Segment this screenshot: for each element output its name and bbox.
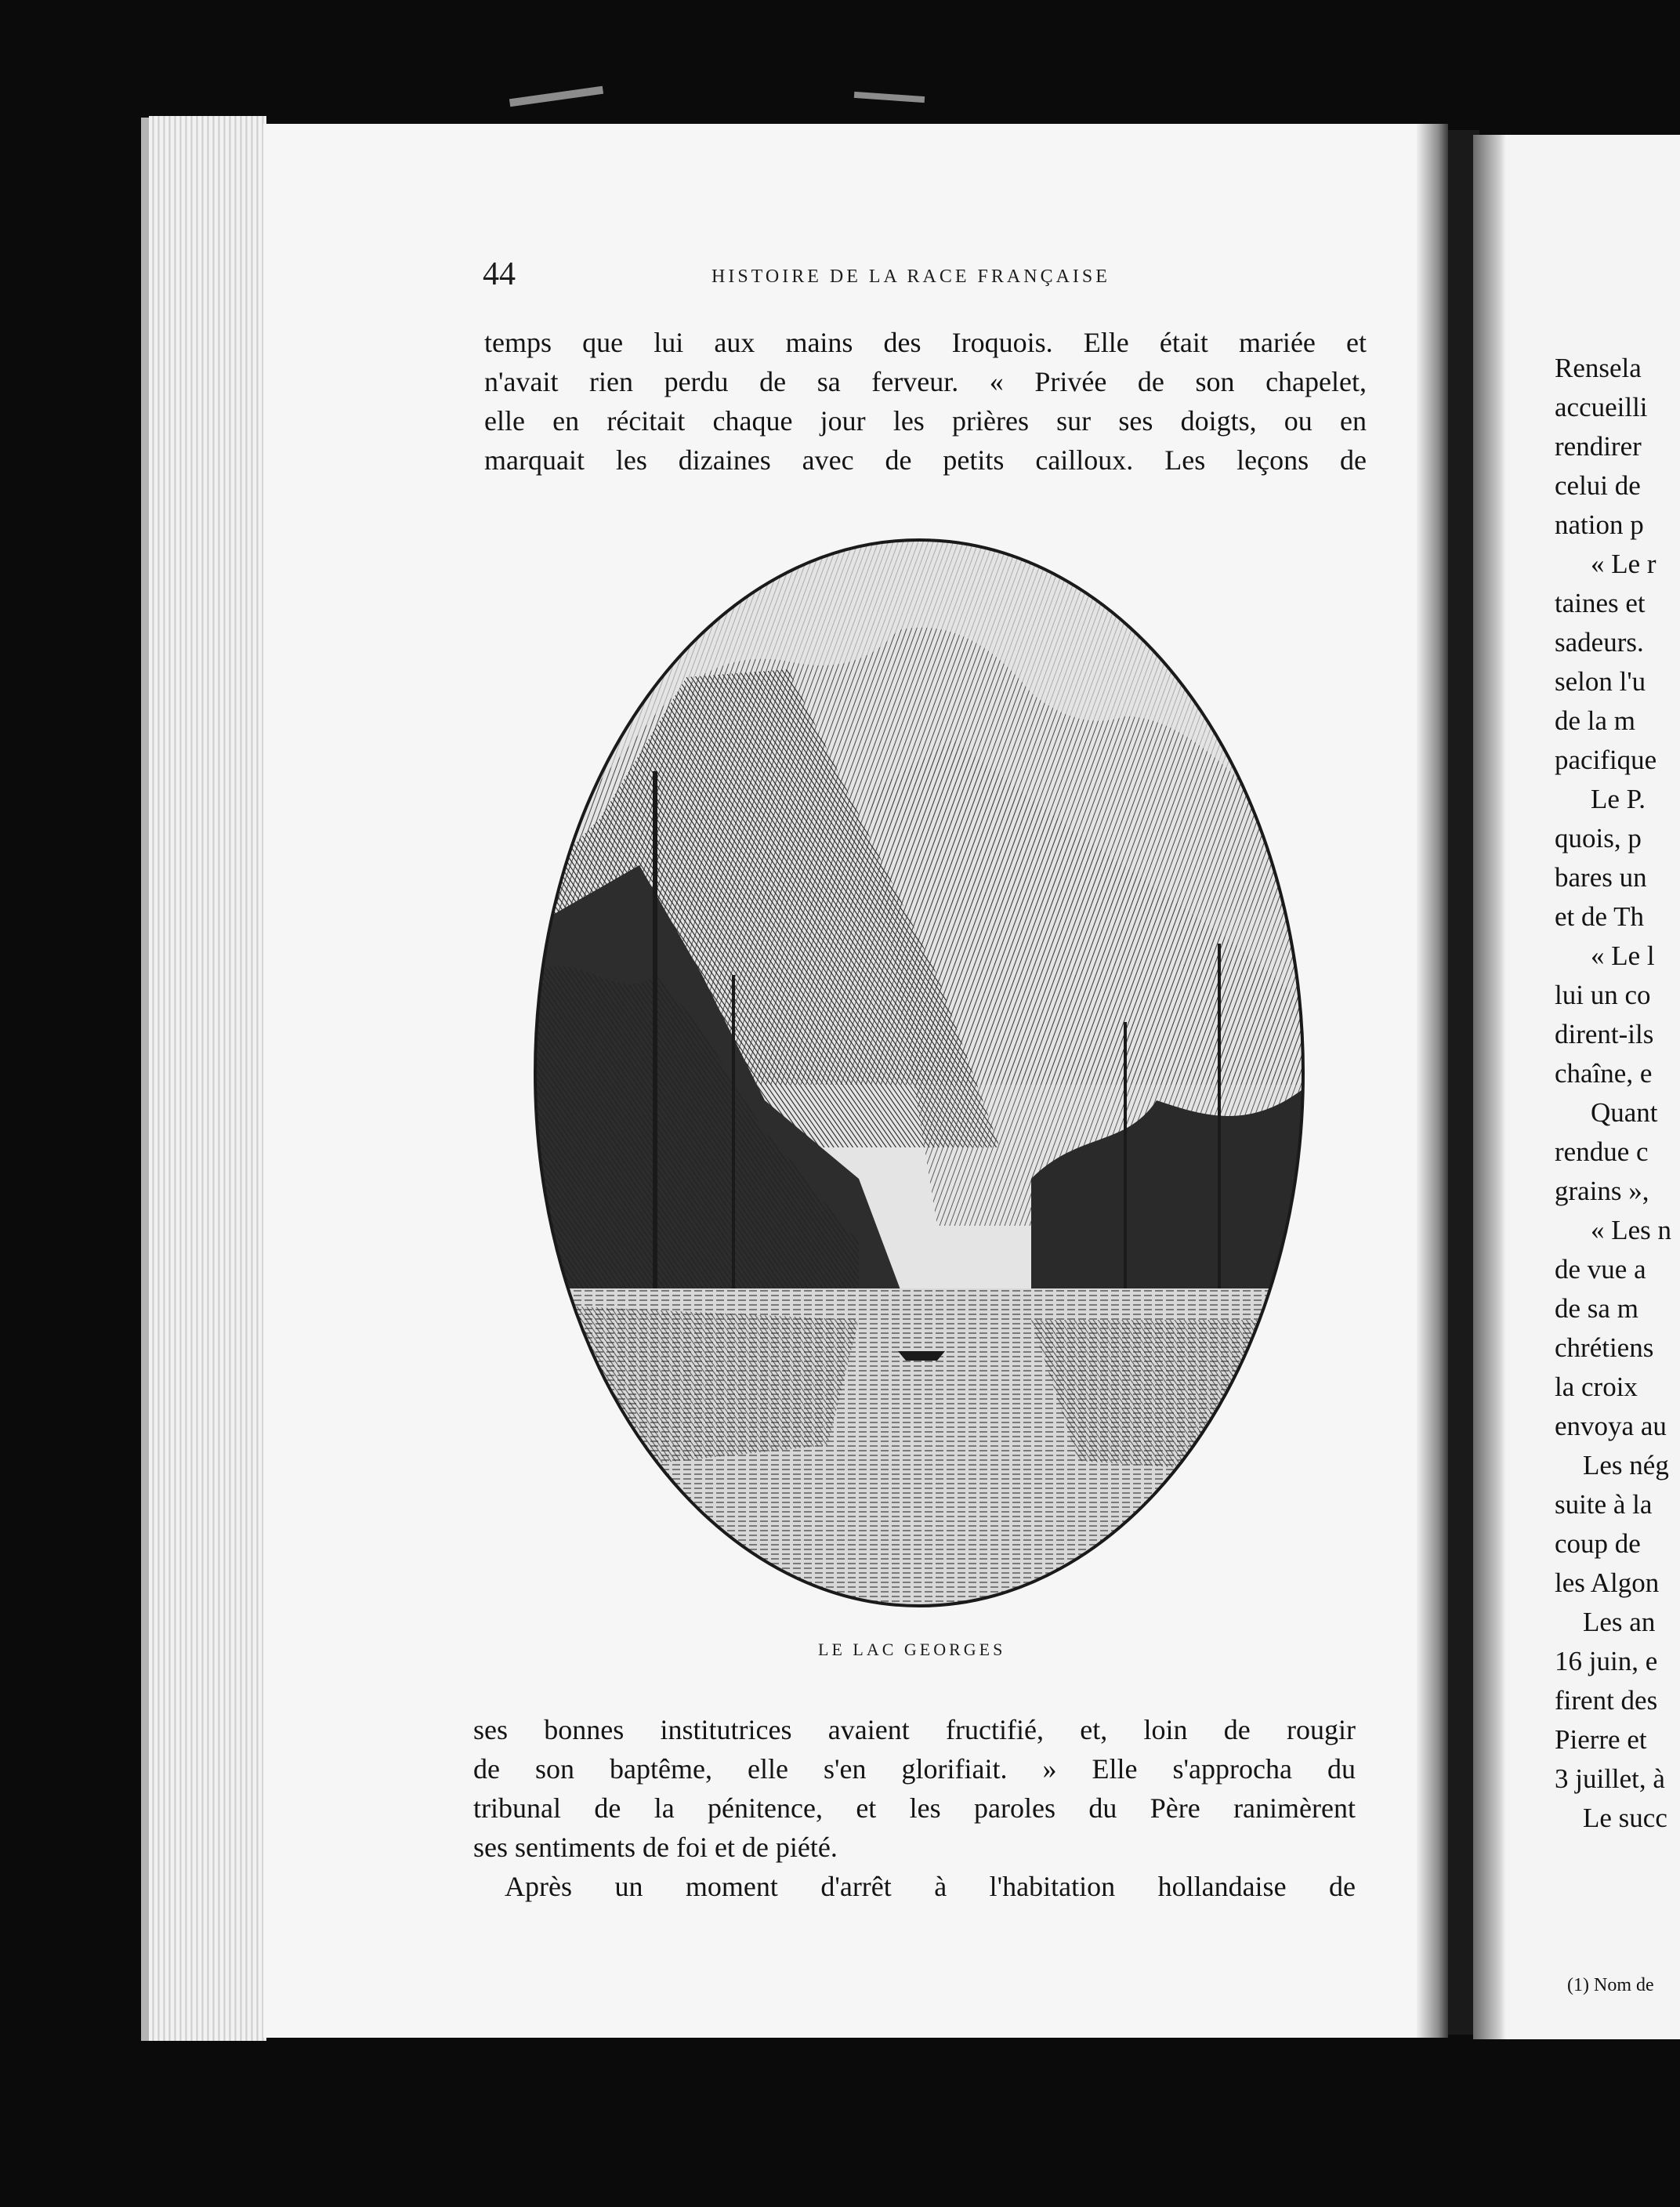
text-line: dirent-ils (1555, 1019, 1654, 1049)
text-line: n'avait rien perdu de sa ferveur. « Privée de son chapelet, (484, 366, 1367, 397)
text-line: sadeurs. (1555, 627, 1644, 658)
text-line: de la m (1555, 705, 1636, 736)
text-line: 16 juin, e (1555, 1646, 1658, 1676)
text-line: rendirer (1555, 431, 1642, 462)
text-line: taines et (1555, 588, 1646, 618)
lake-engraving (530, 536, 1309, 1610)
text-line: Quant (1591, 1097, 1658, 1128)
text-line: de sa m (1555, 1293, 1638, 1324)
text-line: la croix (1555, 1372, 1638, 1402)
page-stack (149, 116, 266, 2041)
text-line: coup de (1555, 1528, 1641, 1559)
right-page-footnote: (1) Nom de (1567, 1975, 1654, 1995)
text-line: ses bonnes institutrices avaient fructifié, et, loin de rougir (473, 1714, 1356, 1745)
text-line: Après un moment d'arrêt à l'habitation hollandaise de (505, 1871, 1356, 1902)
text-line: 3 juillet, à (1555, 1763, 1665, 1794)
text-line: Rensela (1555, 353, 1642, 383)
text-line: les Algon (1555, 1567, 1660, 1598)
text-line: selon l'u (1555, 666, 1646, 697)
text-line: accueilli (1555, 392, 1648, 422)
text-line: temps que lui aux mains des Iroquois. Elle était mariée et (484, 327, 1367, 358)
text-line: « Le r (1591, 549, 1656, 579)
text-line: nation p (1555, 509, 1644, 540)
text-line: suite à la (1555, 1489, 1653, 1520)
text-line: et de Th (1555, 901, 1645, 932)
text-line: Le P. (1591, 784, 1646, 814)
text-line: rendue c (1555, 1136, 1649, 1167)
text-line: pacifique (1555, 745, 1657, 775)
page-number: 44 (483, 256, 516, 292)
right-page-shadow (1473, 135, 1506, 2039)
text-line: lui un co (1555, 980, 1651, 1010)
text-line: celui de (1555, 470, 1641, 501)
text-line: chrétiens (1555, 1332, 1654, 1363)
text-line: « Le l (1591, 940, 1655, 971)
illustration-caption: LE LAC GEORGES (818, 1640, 1006, 1659)
text-line: Pierre et (1555, 1724, 1647, 1755)
text-line: de vue a (1555, 1254, 1646, 1285)
text-line: tribunal de la pénitence, et les paroles du Père ranimèrent (473, 1792, 1356, 1824)
text-line: Les nég (1583, 1450, 1669, 1480)
gutter-shadow (1417, 124, 1448, 2038)
text-line: firent des (1555, 1685, 1658, 1716)
text-line: Les an (1583, 1607, 1656, 1637)
text-line: marquait les dizaines avec de petits cailloux. Les leçons de (484, 444, 1367, 476)
text-line: quois, p (1555, 823, 1642, 853)
text-line: ses sentiments de foi et de piété. (473, 1832, 838, 1863)
text-line: envoya au (1555, 1411, 1667, 1441)
text-line: Le succ (1583, 1803, 1667, 1833)
text-line: « Les n (1591, 1215, 1672, 1245)
text-line: grains », (1555, 1176, 1649, 1206)
text-line: elle en récitait chaque jour les prières sur ses doigts, ou en (484, 405, 1367, 437)
running-head: HISTOIRE DE LA RACE FRANÇAISE (711, 266, 1110, 287)
text-line: chaîne, e (1555, 1058, 1653, 1089)
text-line: bares un (1555, 862, 1647, 893)
text-line: de son baptême, elle s'en glorifiait. » Elle s'approcha du (473, 1753, 1356, 1785)
